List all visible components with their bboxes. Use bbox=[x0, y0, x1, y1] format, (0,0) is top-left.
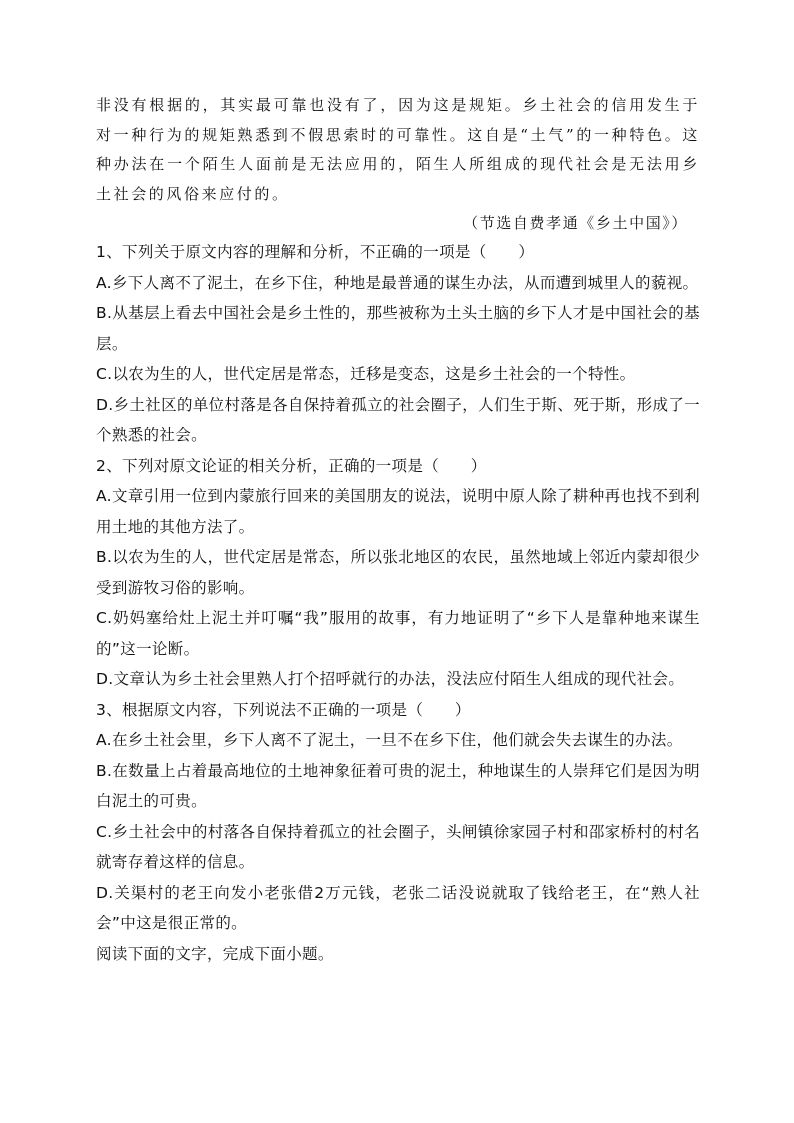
option-b: B.以农为生的人，世代定居是常态，所以张北地区的农民，虽然地域上邻近内蒙却很少受到游牧习俗的影响。 bbox=[96, 548, 700, 597]
option-c: C.以农为生的人，世代定居是常态，迁移是变态，这是乡土社会的一个特性。 bbox=[96, 365, 636, 383]
option-c: C.乡土社会中的村落各自保持着孤立的社会圈子，头闸镇徐家园子村和邵家桥村的村名就寄存着这样的信息。 bbox=[96, 822, 700, 871]
question-stem: 2、下列对原文论证的相关分析，正确的一项是（ ） bbox=[96, 456, 487, 475]
source-citation: （节选自费孝通《乡土中国》） bbox=[463, 214, 688, 232]
question-1 bbox=[96, 237, 700, 451]
passage-paragraph: 非没有根据的，其实最可靠也没有了，因为这是规矩。乡土社会的信用发生于对一种行为的规矩熟悉到不假思索时的可靠性。这自是“土气”的一种特色。这种办法在一个陌生人面前是无法应用的，陌生人所组成的现代社会是无法用乡土社会的风俗来应付的。 bbox=[96, 96, 700, 203]
option-d: D.关渠村的老王向发小老张借2万元钱，老张二话没说就取了钱给老王，在“熟人社会”中这是很正常的。 bbox=[96, 883, 700, 932]
reading-instruction: 阅读下面的文字，完成下面小题。 bbox=[96, 944, 334, 963]
question-3 bbox=[96, 695, 700, 939]
option-c: C.奶妈塞给灶上泥土并叮嘱“我”服用的故事，有力地证明了“乡下人是靠种地来谋生的”这一论断。 bbox=[96, 609, 700, 658]
option-b: B.从基层上看去中国社会是乡土性的，那些被称为土头土脑的乡下人才是中国社会的基层。 bbox=[96, 304, 700, 353]
question-stem: 3、根据原文内容，下列说法不正确的一项是（ ） bbox=[96, 700, 471, 719]
option-a: A.文章引用一位到内蒙旅行回来的美国朋友的说法，说明中原人除了耕种再也找不到利用土地的其他方法了。 bbox=[96, 487, 700, 536]
option-a: A.乡下人离不了泥土，在乡下住，种地是最普通的谋生办法，从而遭到城里人的藐视。 bbox=[96, 273, 699, 292]
document-page bbox=[96, 88, 700, 969]
reading-instruction-block bbox=[96, 939, 700, 970]
question-stem: 1、下列关于原文内容的理解和分析，不正确的一项是（ ） bbox=[96, 243, 535, 261]
option-a: A.在乡土社会里，乡下人离不了泥土，一旦不在乡下住，他们就会失去谋生的办法。 bbox=[96, 731, 683, 749]
option-b: B.在数量上占着最高地位的土地神象征着可贵的泥土，种地谋生的人崇拜它们是因为明白泥土的可贵。 bbox=[96, 761, 700, 810]
option-d: D.文章认为乡土社会里熟人打个招呼就行的办法，没法应付陌生人组成的现代社会。 bbox=[96, 670, 685, 688]
question-2 bbox=[96, 451, 700, 695]
option-d: D.乡土社区的单位村落是各自保持着孤立的社会圈子，人们生于斯、死于斯，形成了一个熟悉的社会。 bbox=[96, 395, 701, 444]
